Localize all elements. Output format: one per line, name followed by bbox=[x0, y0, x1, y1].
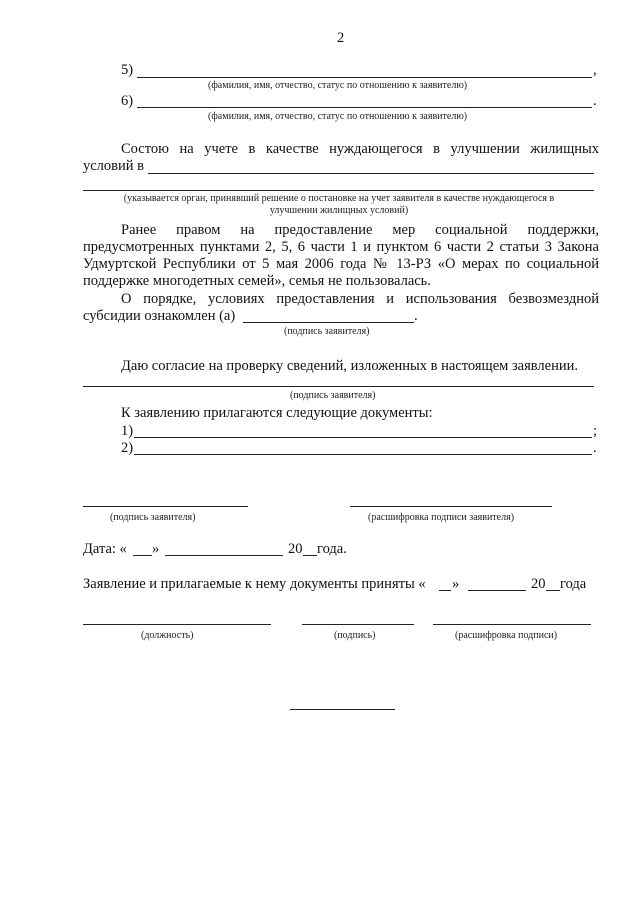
official-signature-line[interactable] bbox=[302, 624, 414, 625]
official-name-caption: (расшифровка подписи) bbox=[455, 630, 558, 641]
document-1-number: 1) bbox=[121, 423, 134, 439]
official-name-line[interactable] bbox=[433, 624, 591, 625]
page-number: 2 bbox=[337, 30, 345, 46]
support-line-1: Ранее правом на предоставление мер социальной поддержки, bbox=[121, 222, 599, 238]
accepted-quote-close: » bbox=[452, 576, 460, 592]
accepted-month-line[interactable] bbox=[468, 590, 526, 591]
family-member-6-line[interactable] bbox=[137, 107, 592, 108]
family-member-5-caption: (фамилия, имя, отчество, статус по отношению к заявителю) bbox=[208, 80, 468, 91]
document-1-end: ; bbox=[593, 423, 598, 439]
consent-text: Даю согласие на проверку сведений, изложенных в настоящем заявлении. bbox=[121, 358, 579, 374]
date-quote-close: » bbox=[152, 541, 160, 557]
date-label: Дата: « bbox=[83, 541, 127, 557]
end-separator bbox=[290, 709, 395, 710]
registration-authority-line-2[interactable] bbox=[83, 190, 594, 191]
subsidy-end: . bbox=[414, 308, 418, 324]
registration-caption-2: улучшении жилищных условий) bbox=[269, 205, 409, 216]
applicant-signature-line[interactable] bbox=[83, 506, 248, 507]
document-2-line[interactable] bbox=[134, 454, 592, 455]
accepted-year-prefix: 20 bbox=[531, 576, 546, 592]
family-member-5-end: , bbox=[593, 62, 597, 78]
accepted-text: Заявление и прилагаемые к нему документы приняты « bbox=[83, 576, 426, 592]
consent-caption: (подпись заявителя) bbox=[290, 390, 376, 401]
accepted-suffix: года bbox=[560, 576, 587, 592]
official-position-caption: (должность) bbox=[141, 630, 194, 641]
subsidy-caption: (подпись заявителя) bbox=[284, 326, 370, 337]
accepted-year-line[interactable] bbox=[546, 590, 560, 591]
document-1-line[interactable] bbox=[134, 437, 592, 438]
date-year-line[interactable] bbox=[303, 555, 317, 556]
consent-signature-line[interactable] bbox=[83, 386, 594, 387]
date-year-prefix: 20 bbox=[288, 541, 303, 557]
subsidy-signature-line[interactable] bbox=[243, 322, 414, 323]
date-day-line[interactable] bbox=[133, 555, 152, 556]
support-line-2: предусмотренных пунктами 2, 5, 6 части 1 и пунктом 6 части 2 статьи 3 Закона bbox=[83, 239, 599, 255]
subsidy-line-2: субсидии ознакомлен (а) bbox=[83, 308, 236, 324]
document-2-number: 2) bbox=[121, 440, 134, 456]
family-member-6-end: . bbox=[593, 93, 597, 109]
family-member-6-number: 6) bbox=[121, 93, 134, 109]
official-signature-caption: (подпись) bbox=[334, 630, 376, 641]
family-member-5-number: 5) bbox=[121, 62, 134, 78]
date-suffix: года. bbox=[317, 541, 347, 557]
applicant-signature-caption: (подпись заявителя) bbox=[110, 512, 196, 523]
date-month-line[interactable] bbox=[165, 555, 283, 556]
subsidy-line-1: О порядке, условиях предоставления и использования безвозмездной bbox=[121, 291, 599, 307]
registration-authority-line[interactable] bbox=[148, 173, 594, 174]
applicant-name-caption: (расшифровка подписи заявителя) bbox=[368, 512, 515, 523]
family-member-5-line[interactable] bbox=[137, 77, 592, 78]
registration-line-2: условий в bbox=[83, 158, 145, 174]
official-position-line[interactable] bbox=[83, 624, 271, 625]
accepted-day-line[interactable] bbox=[439, 590, 451, 591]
support-line-4: поддержке многодетных семей», семья не пользовалась. bbox=[83, 273, 431, 289]
applicant-name-line[interactable] bbox=[350, 506, 552, 507]
registration-line-1: Состою на учете в качестве нуждающегося в улучшении жилищных bbox=[121, 141, 599, 157]
registration-caption-1: (указывается орган, принявший решение о постановке на учет заявителя в качестве нуждающегося в bbox=[123, 193, 555, 204]
support-line-3: Удмуртской Республики от 5 мая 2006 года № 13-РЗ «О мерах по социальной bbox=[83, 256, 599, 272]
documents-title: К заявлению прилагаются следующие документы: bbox=[121, 405, 433, 421]
document-2-end: . bbox=[593, 440, 597, 456]
family-member-6-caption: (фамилия, имя, отчество, статус по отношению к заявителю) bbox=[208, 111, 468, 122]
